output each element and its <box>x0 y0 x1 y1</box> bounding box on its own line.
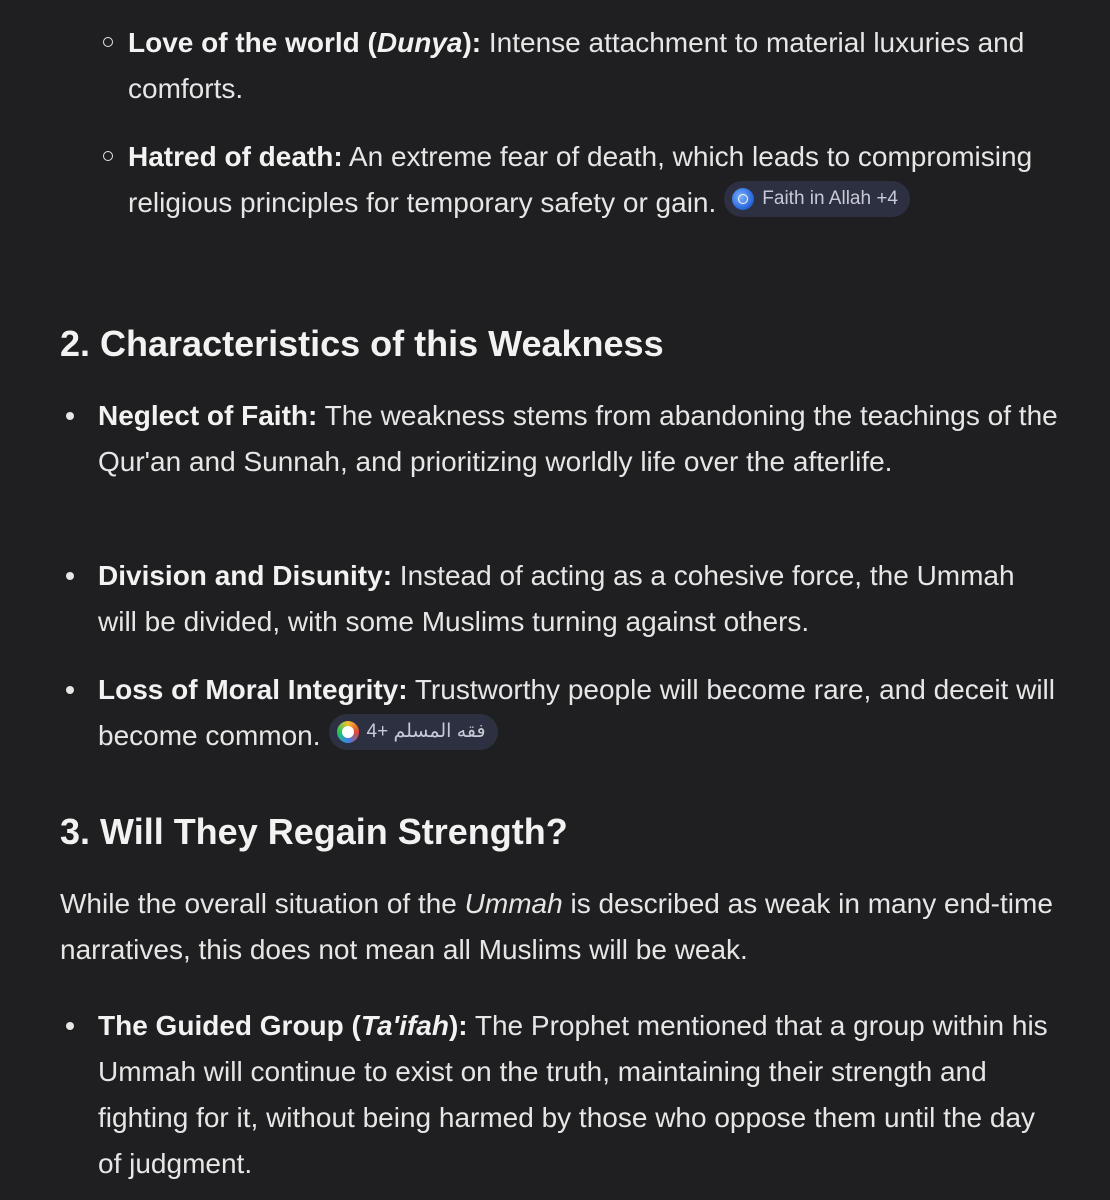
item-term: The Guided Group (Ta'ifah): <box>98 1010 468 1041</box>
hollow-bullet-icon <box>103 37 113 47</box>
item-term: Hatred of death: <box>128 141 343 172</box>
section-heading: 2. Characteristics of this Weakness <box>60 323 664 364</box>
sub-list-item <box>128 134 1078 226</box>
hollow-bullet-icon <box>103 151 113 161</box>
list-item <box>98 553 1058 645</box>
list-item <box>98 1003 1058 1187</box>
bullet-icon <box>66 572 74 580</box>
section-heading: 3. Will They Regain Strength? <box>60 811 568 852</box>
item-text: An extreme fear of death, which leads to compromising religious principles for temporary safety or gain. <box>128 141 1033 218</box>
bullet-icon <box>66 686 74 694</box>
source-chip[interactable] <box>724 181 910 217</box>
item-text: The Prophet mentioned that a group within his Ummah will continue to exist on the truth, maintaining their strength and fighting for it, without being harmed by those who oppose them until the day of judgment. <box>98 1010 1048 1179</box>
list-item <box>98 393 1058 485</box>
item-text: Trustworthy people will become rare, and deceit will become common. <box>98 674 1055 751</box>
item-term: Love of the world (Dunya): <box>128 27 482 58</box>
source-chip[interactable] <box>329 714 498 750</box>
source-chip-label: فقه المسلم +4 <box>366 721 486 742</box>
paragraph: While the overall situation of the Ummah is described as weak in many end-time narratives, this does not mean all Muslims will be weak. <box>60 888 1053 965</box>
item-term: Neglect of Faith: <box>98 400 318 431</box>
source-chip-label: Faith in Allah +4 <box>762 188 898 209</box>
item-text: Intense attachment to material luxuries and comforts. <box>128 27 1025 104</box>
item-text: The weakness stems from abandoning the teachings of the Qur'an and Sunnah, and prioritizing worldly life over the afterlife. <box>98 400 1058 477</box>
bullet-icon <box>66 412 74 420</box>
item-term: Loss of Moral Integrity: <box>98 674 408 705</box>
globe-icon <box>732 188 754 210</box>
bullet-icon <box>66 1022 74 1030</box>
sub-list-item <box>128 20 1078 112</box>
ring-icon <box>337 721 359 743</box>
item-text: Instead of acting as a cohesive force, the Ummah will be divided, with some Muslims turning against others. <box>98 560 1015 637</box>
item-term: Division and Disunity: <box>98 560 393 591</box>
list-item <box>98 667 1058 759</box>
